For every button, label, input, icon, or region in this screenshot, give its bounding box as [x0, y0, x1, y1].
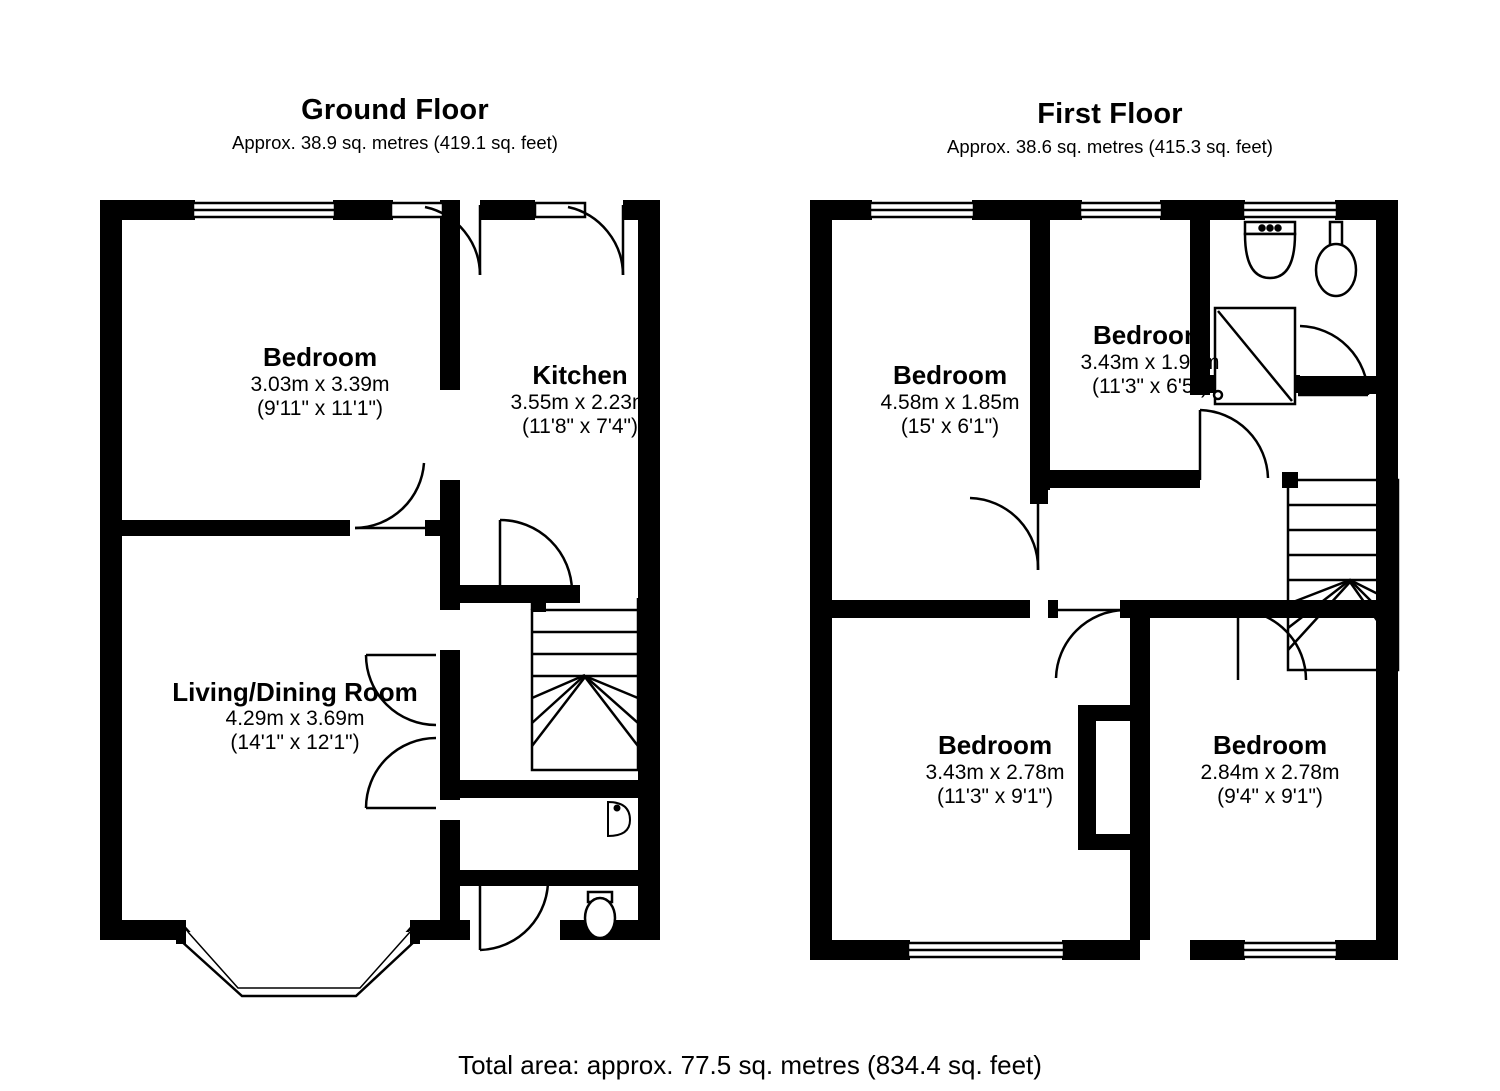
ground-floor-plan: [80, 180, 720, 1030]
room-dimension-metric: 2.84m x 2.78m: [1200, 760, 1340, 784]
room-name: Kitchen: [532, 360, 628, 390]
room-name: Bedroom: [1212, 730, 1328, 760]
room-dimension-imperial: (11'3" x 9'1"): [937, 785, 1053, 809]
room-dimension-metric: 4.29m x 3.69m: [225, 706, 365, 730]
room-dimension-metric: 3.03m x 3.39m: [250, 372, 390, 396]
room-name: Bedroom: [1092, 320, 1208, 350]
total-area-text: Total area: approx. 77.5 sq. metres (834.4 sq. feet): [458, 1050, 1042, 1080]
room-dimension-metric: 3.43m x 2.78m: [925, 760, 1065, 784]
room-dimension-imperial: (9'4" x 9'1"): [1217, 785, 1323, 809]
room-dimension-imperial: (15' x 6'1"): [900, 415, 1000, 439]
room-name: Bedroom: [892, 360, 1008, 390]
room-name: Living/Dining Room: [172, 677, 418, 707]
room-dimension-imperial: (14'1" x 12'1"): [230, 731, 360, 755]
first-floor-title: First Floor: [1037, 98, 1183, 130]
room-name: Bedroom: [262, 342, 378, 372]
room-dimension-imperial: (11'8" x 7'4"): [522, 415, 638, 439]
room-dimension-imperial: (9'11" x 11'1"): [256, 397, 384, 421]
first-floor-plan: [790, 180, 1420, 980]
first-floor-subtitle: Approx. 38.6 sq. metres (415.3 sq. feet): [947, 136, 1273, 157]
ground-floor-subtitle: Approx. 38.9 sq. metres (419.1 sq. feet): [232, 132, 558, 153]
ground-floor-title: Ground Floor: [301, 94, 489, 126]
room-label-living-dining-room: [145, 678, 445, 756]
room-dimension-metric: 3.55m x 2.23m: [510, 390, 650, 414]
room-label-kitchen: [430, 360, 730, 440]
room-dimension-imperial: (11'3" x 6'5"): [1092, 375, 1208, 399]
room-label-ground-bedroom: [170, 342, 470, 422]
room-label-first-bedroom-rear-right: [1120, 730, 1420, 810]
room-dimension-metric: 3.43m x 1.97m: [1080, 350, 1220, 374]
room-name: Bedroom: [937, 730, 1053, 760]
room-dimension-metric: 4.58m x 1.85m: [880, 390, 1020, 414]
room-label-first-bedroom-rear-left: [845, 730, 1145, 810]
room-label-first-bedroom-front-right: [1000, 320, 1300, 400]
